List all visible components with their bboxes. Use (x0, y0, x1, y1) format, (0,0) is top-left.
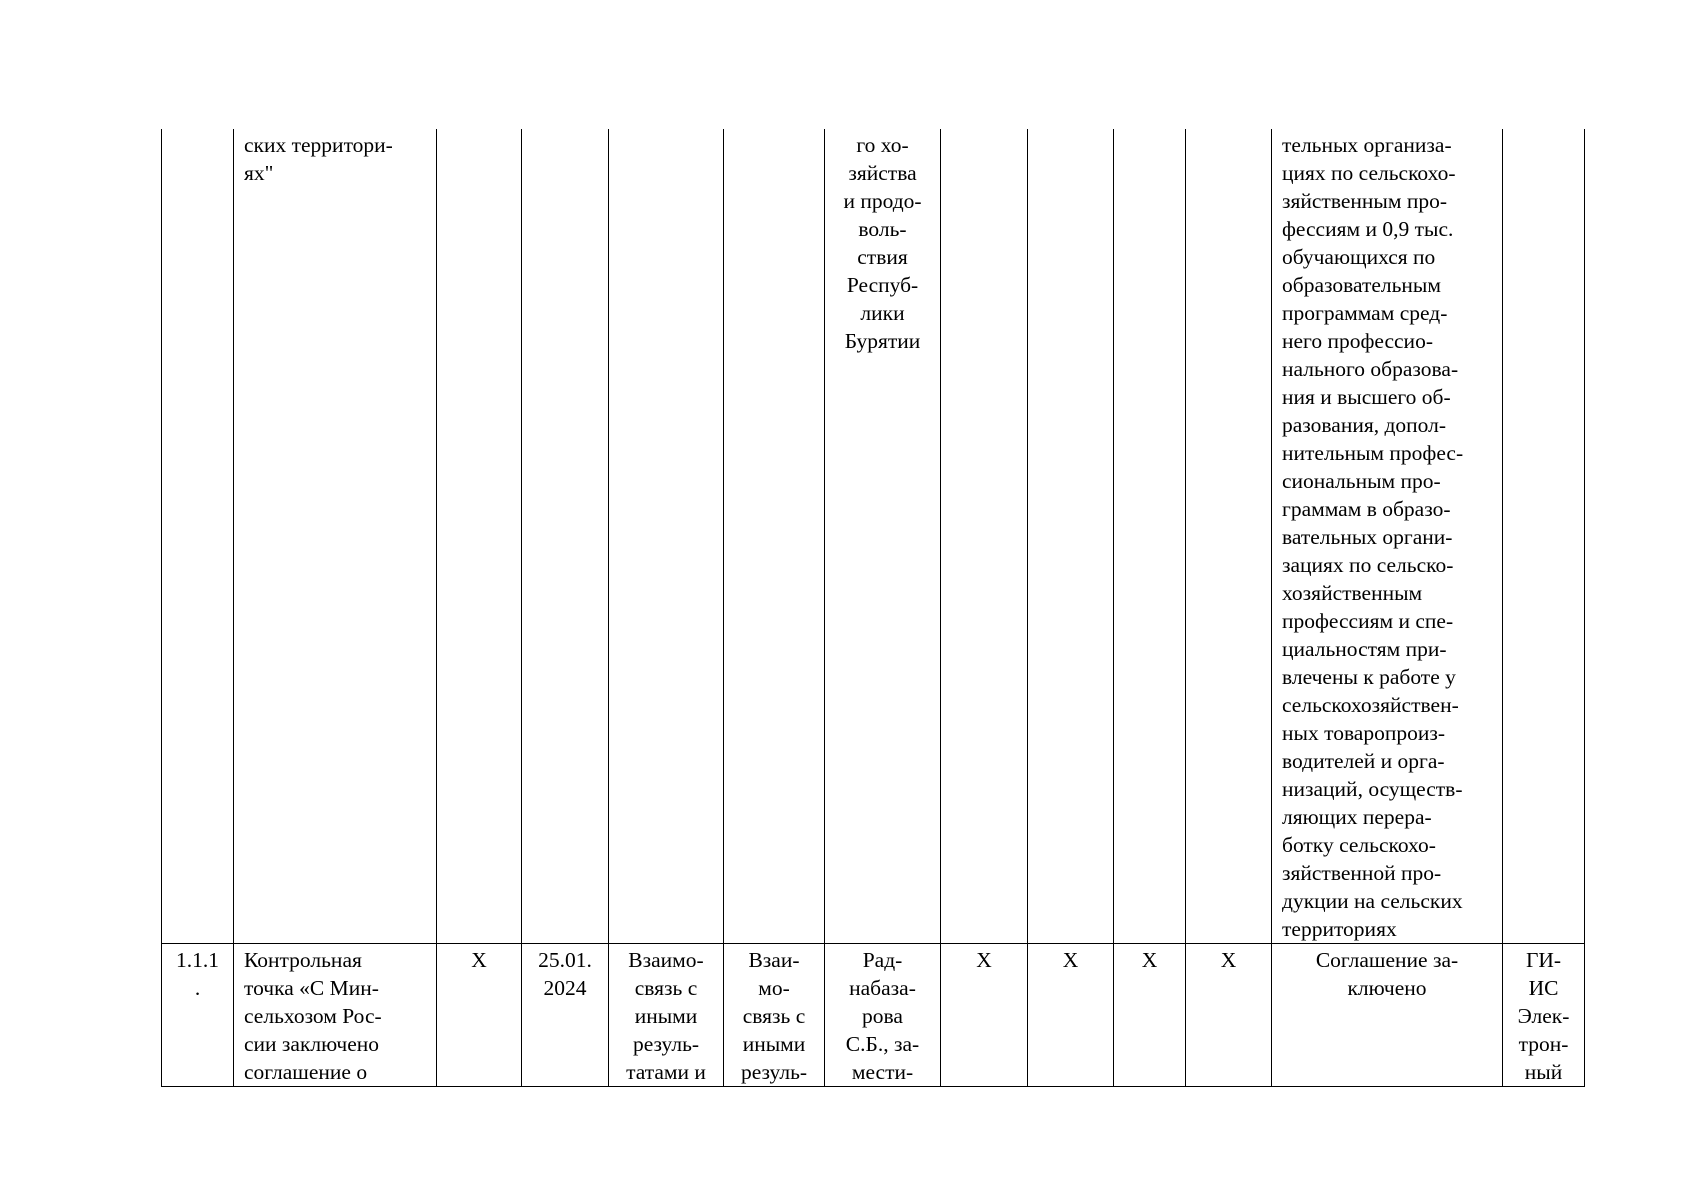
relation-cell (724, 944, 825, 1087)
responsible-cell (825, 944, 941, 1087)
mark-x: Х (1220, 948, 1237, 972)
cell (609, 129, 724, 944)
responsible-text: го хо- зяйства и продо- воль- ствия Респуб- лики Бурятии (843, 133, 922, 353)
result-cell (1272, 129, 1503, 944)
mark-x: Х (976, 948, 992, 972)
name-cell (234, 944, 437, 1087)
table-row (162, 944, 1585, 1087)
name-text: ских территори- ях" (244, 133, 393, 185)
cell (437, 944, 522, 1087)
name-cell (234, 129, 437, 944)
table-row (162, 129, 1585, 944)
system-text: ГИ- ИС Элек- трон- ный (1517, 948, 1570, 1084)
cell (1028, 944, 1114, 1087)
cell (1186, 129, 1272, 944)
cell (1186, 944, 1272, 1087)
mark-x: Х (471, 948, 487, 972)
relation-text: Взаи- мо- связь с иными резуль- (740, 948, 808, 1084)
cell (1114, 129, 1186, 944)
relation-text: Взаимо- связь с иными резуль- татами и (626, 948, 706, 1084)
result-text: тельных организа- циях по сельскохо- зяйственным про- фессиям и 0,9 тыс. обучающихся по образовательным программам сред- него профессио- нального образова- ния и высшего об- разования, допол- нительным профес- сиональным про- граммам в образо- вательных органи- зациях по сельско- хозяйственным профессиям и спе- циальностям при- влечены к работе у сельскохозяйствен- ных товаропроиз- водителей и орга- низаций, осуществ- ляющих перера- ботку сельскохо- зяйственной про- дукции на сельских территориях (1282, 133, 1464, 941)
cell (522, 129, 609, 944)
cell (1114, 944, 1186, 1087)
responsible-text: Рад- набаза- рова С.Б., за- мести- (845, 948, 920, 1084)
result-cell (1272, 944, 1503, 1087)
cell (437, 129, 522, 944)
mark-x: Х (1062, 948, 1079, 972)
date-text: 25.01. 2024 (538, 948, 592, 1000)
row-number: 1.1.1 . (176, 948, 219, 1000)
name-text: Контрольная точка «С Мин- сельхозом Рос- сии заключено соглашение о (244, 948, 382, 1084)
number-cell (162, 129, 234, 944)
cell (1028, 129, 1114, 944)
cell (941, 944, 1028, 1087)
responsible-cell (825, 129, 941, 944)
relation-cell (609, 944, 724, 1087)
cell (941, 129, 1028, 944)
number-cell (162, 944, 234, 1087)
date-cell (522, 944, 609, 1087)
cell (1503, 129, 1585, 944)
plan-table (161, 129, 1585, 1087)
cell (724, 129, 825, 944)
result-text: Соглашение за- ключено (1315, 948, 1459, 1000)
system-cell (1503, 944, 1585, 1087)
mark-x: Х (1141, 948, 1158, 972)
